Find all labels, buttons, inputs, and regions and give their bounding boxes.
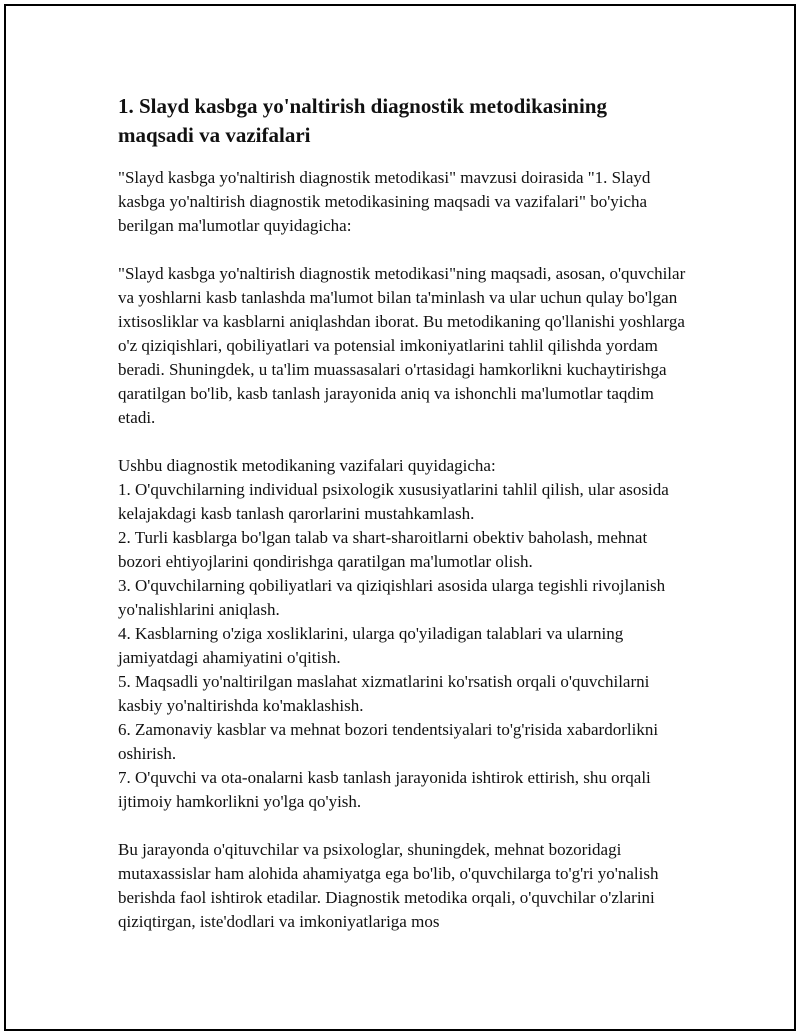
intro-paragraph: "Slayd kasbga yo'naltirish diagnostik metodikasi" mavzusi doirasida "1. Slayd kasbga yo'naltirish diagnostik metodikasining maqsadi va vazifalari" bo'yicha berilgan ma'lumotlar quyidagicha:: [118, 168, 651, 235]
closing-paragraph: Bu jarayonda o'qituvchilar va psixologlar, shuningdek, mehnat bozoridagi mutaxassislar ham alohida ahamiyatga ega bo'lib, o'quvchilarga to'g'ri yo'nalish berishda faol ishtirok etadilar. Diagnostik metodika orqali, o'quvchilar o'zlarini qiziqtirgan, iste'dodlari va imkoniyatlariga mos: [118, 840, 659, 931]
tasks-heading: Ushbu diagnostik metodikaning vazifalari quyidagicha:: [118, 456, 496, 475]
paragraph-gap: [118, 814, 688, 838]
task-item: 6. Zamonaviy kasblar va mehnat bozori tendentsiyalari to'g'risida xabardorlikni oshirish.: [118, 720, 659, 763]
task-item: 4. Kasblarning o'ziga xosliklarini, ularga qo'yiladigan talablari va ularning jamiyatdagi ahamiyatini o'qitish.: [118, 624, 624, 667]
document-title: 1. Slayd kasbga yo'naltirish diagnostik metodikasining maqsadi va vazifalari: [118, 94, 607, 147]
paragraph-gap: [118, 430, 688, 454]
paragraph-gap: [118, 238, 688, 262]
goal-paragraph: "Slayd kasbga yo'naltirish diagnostik metodikasi"ning maqsadi, asosan, o'quvchilar va yoshlarni kasb tanlashda ma'lumot bilan ta'minlash va ular uchun qulay bo'lgan ixtisosliklar va kasblarni aniqlashdan iborat. Bu metodikaning qo'llanishi yoshlarga o'z qiziqishlari, qobiliyatlari va potensial imkoniyatlarini tahlil qilishda yordam beradi. Shuningdek, u ta'lim muassasalari o'rtasidagi hamkorlikni kuchaytirishga qaratilgan bo'lib, kasb tanlash jarayonida aniq va ishonchli ma'lumotlar taqdim etadi.: [118, 264, 686, 427]
task-item: 7. O'quvchi va ota-onalarni kasb tanlash jarayonida ishtirok ettirish, shu orqali ijtimoiy hamkorlikni yo'lga qo'yish.: [118, 768, 651, 811]
task-item: 1. O'quvchilarning individual psixologik xususiyatlarini tahlil qilish, ular asosida kelajakdagi kasb tanlash qarorlarini mustahkamlash.: [118, 480, 669, 523]
task-item: 5. Maqsadli yo'naltirilgan maslahat xizmatlarini ko'rsatish orqali o'quvchilarni kasbiy yo'naltirishda ko'maklashish.: [118, 672, 650, 715]
document-body: [118, 92, 688, 934]
task-item: 3. O'quvchilarning qobiliyatlari va qiziqishlari asosida ularga tegishli rivojlanish yo'nalishlarini aniqlash.: [118, 576, 666, 619]
tasks-list: [118, 478, 688, 814]
task-item: 2. Turli kasblarga bo'lgan talab va shart-sharoitlarni obektiv baholash, mehnat bozori ehtiyojlarini qondirishga qaratilgan ma'lumotlar olish.: [118, 528, 648, 571]
